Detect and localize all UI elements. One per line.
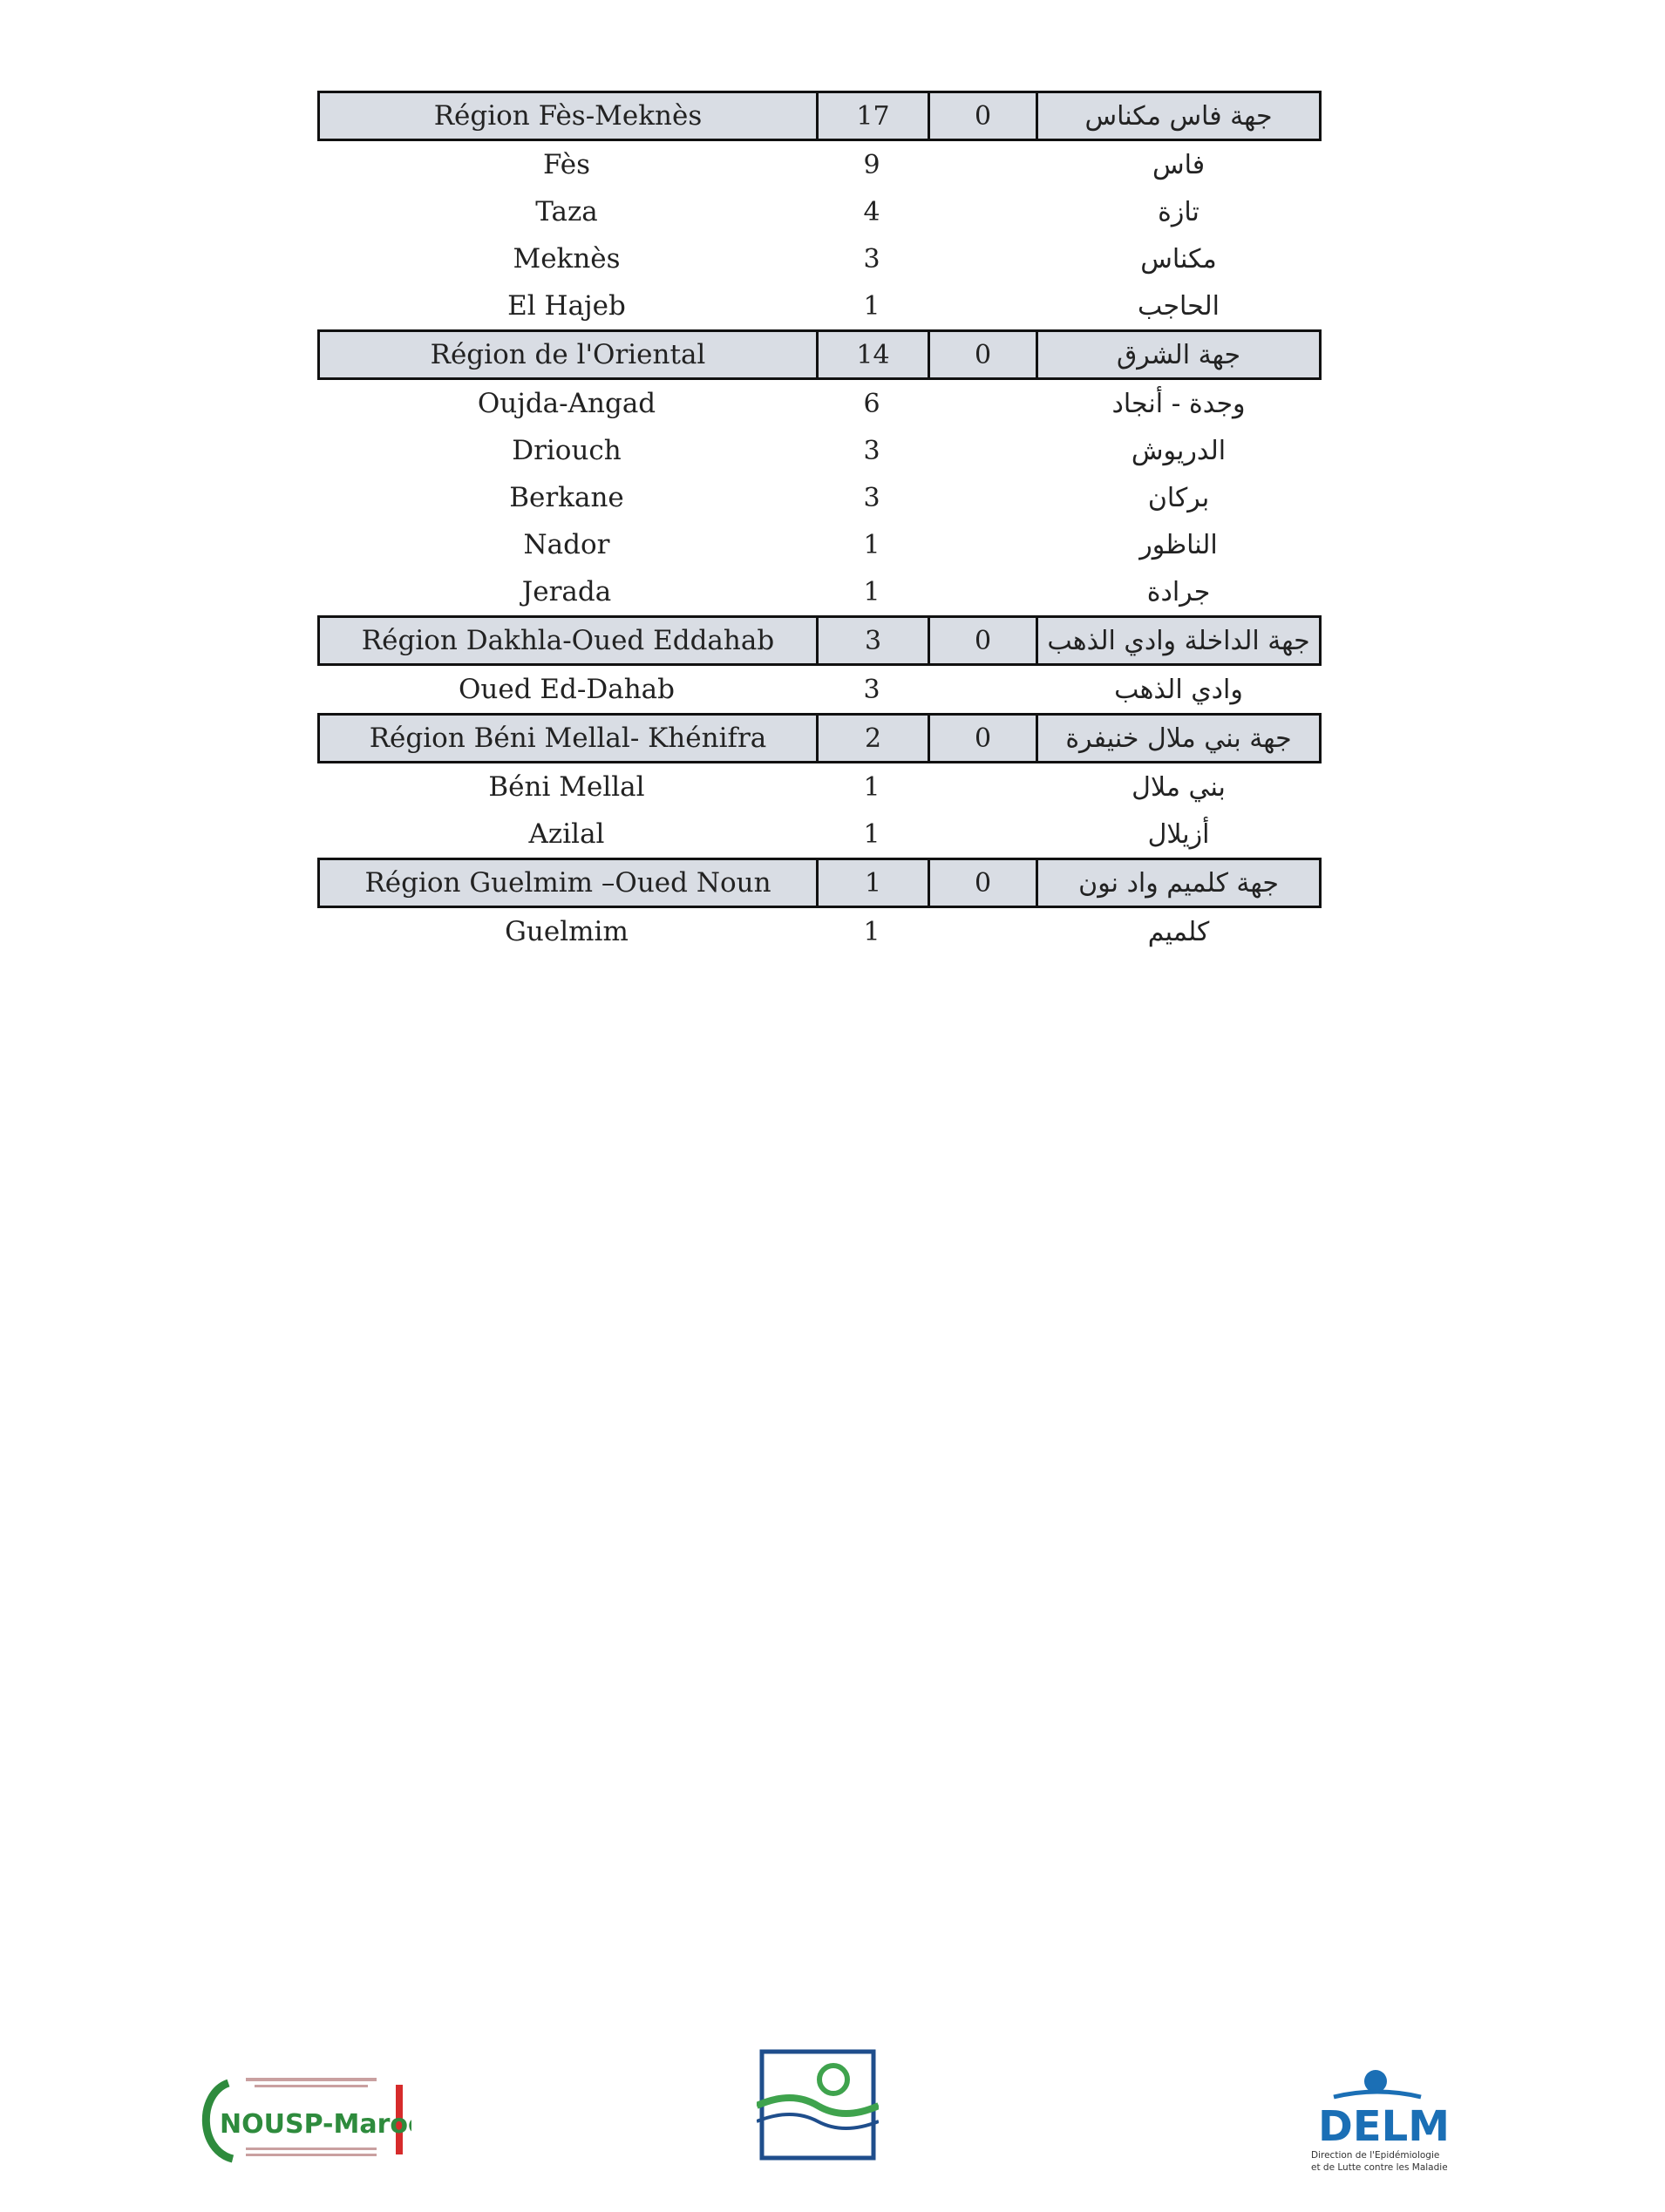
- zero-count: [928, 282, 1036, 329]
- zero-count: [928, 763, 1036, 811]
- case-count: 3: [863, 243, 880, 275]
- city-row: [317, 474, 1322, 521]
- case-count: 14: [816, 329, 928, 380]
- city-row: [317, 188, 1322, 235]
- zero-count: [928, 811, 1036, 858]
- region-row: [317, 615, 1322, 666]
- city-name-ar: وادي الذهب: [1114, 674, 1243, 705]
- region-row: [317, 329, 1322, 380]
- svg-text:DELM: DELM: [1318, 2102, 1447, 2151]
- zero-count: [928, 235, 1036, 282]
- delm-logo: [1308, 2064, 1447, 2177]
- zero-count: [928, 474, 1036, 521]
- city-row: [317, 521, 1322, 568]
- city-name-ar: بني ملال: [1132, 771, 1226, 803]
- zero-count: [928, 568, 1036, 615]
- city-name-ar: الدريوش: [1131, 435, 1227, 466]
- svg-text:et de Lutte contre les Maladie: et de Lutte contre les Maladies: [1311, 2162, 1447, 2173]
- city-name-ar: فاس: [1152, 149, 1206, 180]
- svg-text:NOUSP-Maroc: NOUSP-Maroc: [220, 2109, 411, 2140]
- city-name-ar: كلميم: [1147, 916, 1210, 947]
- city-name-ar: مكناس: [1140, 243, 1217, 275]
- city-name-fr: Azilal: [528, 818, 605, 850]
- city-row: [317, 568, 1322, 615]
- region-name-ar: جهة فاس مكناس: [1036, 91, 1322, 141]
- case-count: 4: [863, 196, 880, 227]
- zero-count: [928, 908, 1036, 955]
- city-name-ar: أزيلال: [1147, 818, 1210, 850]
- city-name-ar: الحاجب: [1138, 290, 1220, 322]
- case-count: 1: [816, 858, 928, 908]
- region-name-ar: جهة كلميم واد نون: [1036, 858, 1322, 908]
- case-count: 1: [863, 576, 880, 607]
- zero-count: 0: [928, 91, 1036, 141]
- case-count: 3: [816, 615, 928, 666]
- region-row: [317, 713, 1322, 763]
- ministry-emblem-logo: [757, 2048, 879, 2161]
- city-row: [317, 908, 1322, 955]
- case-count: 3: [863, 674, 880, 705]
- zero-count: [928, 141, 1036, 188]
- city-name-ar: الناظور: [1139, 529, 1218, 560]
- city-name-fr: Fès: [542, 149, 591, 180]
- city-row: [317, 141, 1322, 188]
- city-name-fr: Taza: [535, 196, 598, 227]
- region-name-fr: Région Fès-Meknès: [317, 91, 816, 141]
- city-name-fr: Nador: [523, 529, 610, 560]
- zero-count: 0: [928, 858, 1036, 908]
- city-name-fr: Guelmim: [505, 916, 629, 947]
- nousp-maroc-logo: [194, 2067, 411, 2172]
- city-name-fr: Driouch: [512, 435, 622, 466]
- case-count: 9: [863, 149, 880, 180]
- city-name-fr: Béni Mellal: [488, 771, 645, 803]
- region-row: [317, 858, 1322, 908]
- city-row: [317, 427, 1322, 474]
- case-count: 1: [863, 916, 880, 947]
- city-name-fr: Oujda-Angad: [477, 388, 656, 419]
- city-row: [317, 380, 1322, 427]
- region-name-fr: Région Dakhla-Oued Eddahab: [317, 615, 816, 666]
- case-count: 6: [863, 388, 880, 419]
- zero-count: 0: [928, 713, 1036, 763]
- svg-text:Direction de l'Epidémiologie: Direction de l'Epidémiologie: [1311, 2150, 1440, 2161]
- city-name-fr: Oued Ed-Dahab: [459, 674, 675, 705]
- case-count: 1: [863, 290, 880, 322]
- city-name-fr: Jerada: [521, 576, 612, 607]
- city-name-fr: El Hajeb: [507, 290, 626, 322]
- case-count: 17: [816, 91, 928, 141]
- case-count: 3: [863, 435, 880, 466]
- case-count: 1: [863, 529, 880, 560]
- zero-count: [928, 521, 1036, 568]
- city-row: [317, 666, 1322, 713]
- zero-count: 0: [928, 615, 1036, 666]
- region-name-ar: جهة الشرق: [1036, 329, 1322, 380]
- city-row: [317, 235, 1322, 282]
- region-name-fr: Région Guelmim –Oued Noun: [317, 858, 816, 908]
- case-count: 1: [863, 771, 880, 803]
- zero-count: [928, 380, 1036, 427]
- city-name-ar: تازة: [1158, 196, 1199, 227]
- regions-table: [317, 91, 1322, 955]
- region-row: [317, 91, 1322, 141]
- city-row: [317, 811, 1322, 858]
- city-row: [317, 282, 1322, 329]
- zero-count: [928, 188, 1036, 235]
- city-name-ar: وجدة - أنجاد: [1111, 388, 1246, 419]
- region-name-fr: Région Béni Mellal- Khénifra: [317, 713, 816, 763]
- region-name-ar: جهة بني ملال خنيفرة: [1036, 713, 1322, 763]
- footer-logos: [0, 2039, 1665, 2179]
- zero-count: 0: [928, 329, 1036, 380]
- city-name-ar: جرادة: [1146, 576, 1211, 607]
- zero-count: [928, 666, 1036, 713]
- case-count: 2: [816, 713, 928, 763]
- region-name-fr: Région de l'Oriental: [317, 329, 816, 380]
- zero-count: [928, 427, 1036, 474]
- city-row: [317, 763, 1322, 811]
- city-name-fr: Berkane: [509, 482, 624, 513]
- region-name-ar: جهة الداخلة وادي الذهب: [1036, 615, 1322, 666]
- case-count: 3: [863, 482, 880, 513]
- case-count: 1: [863, 818, 880, 850]
- city-name-fr: Meknès: [513, 243, 621, 275]
- city-name-ar: بركان: [1147, 482, 1210, 513]
